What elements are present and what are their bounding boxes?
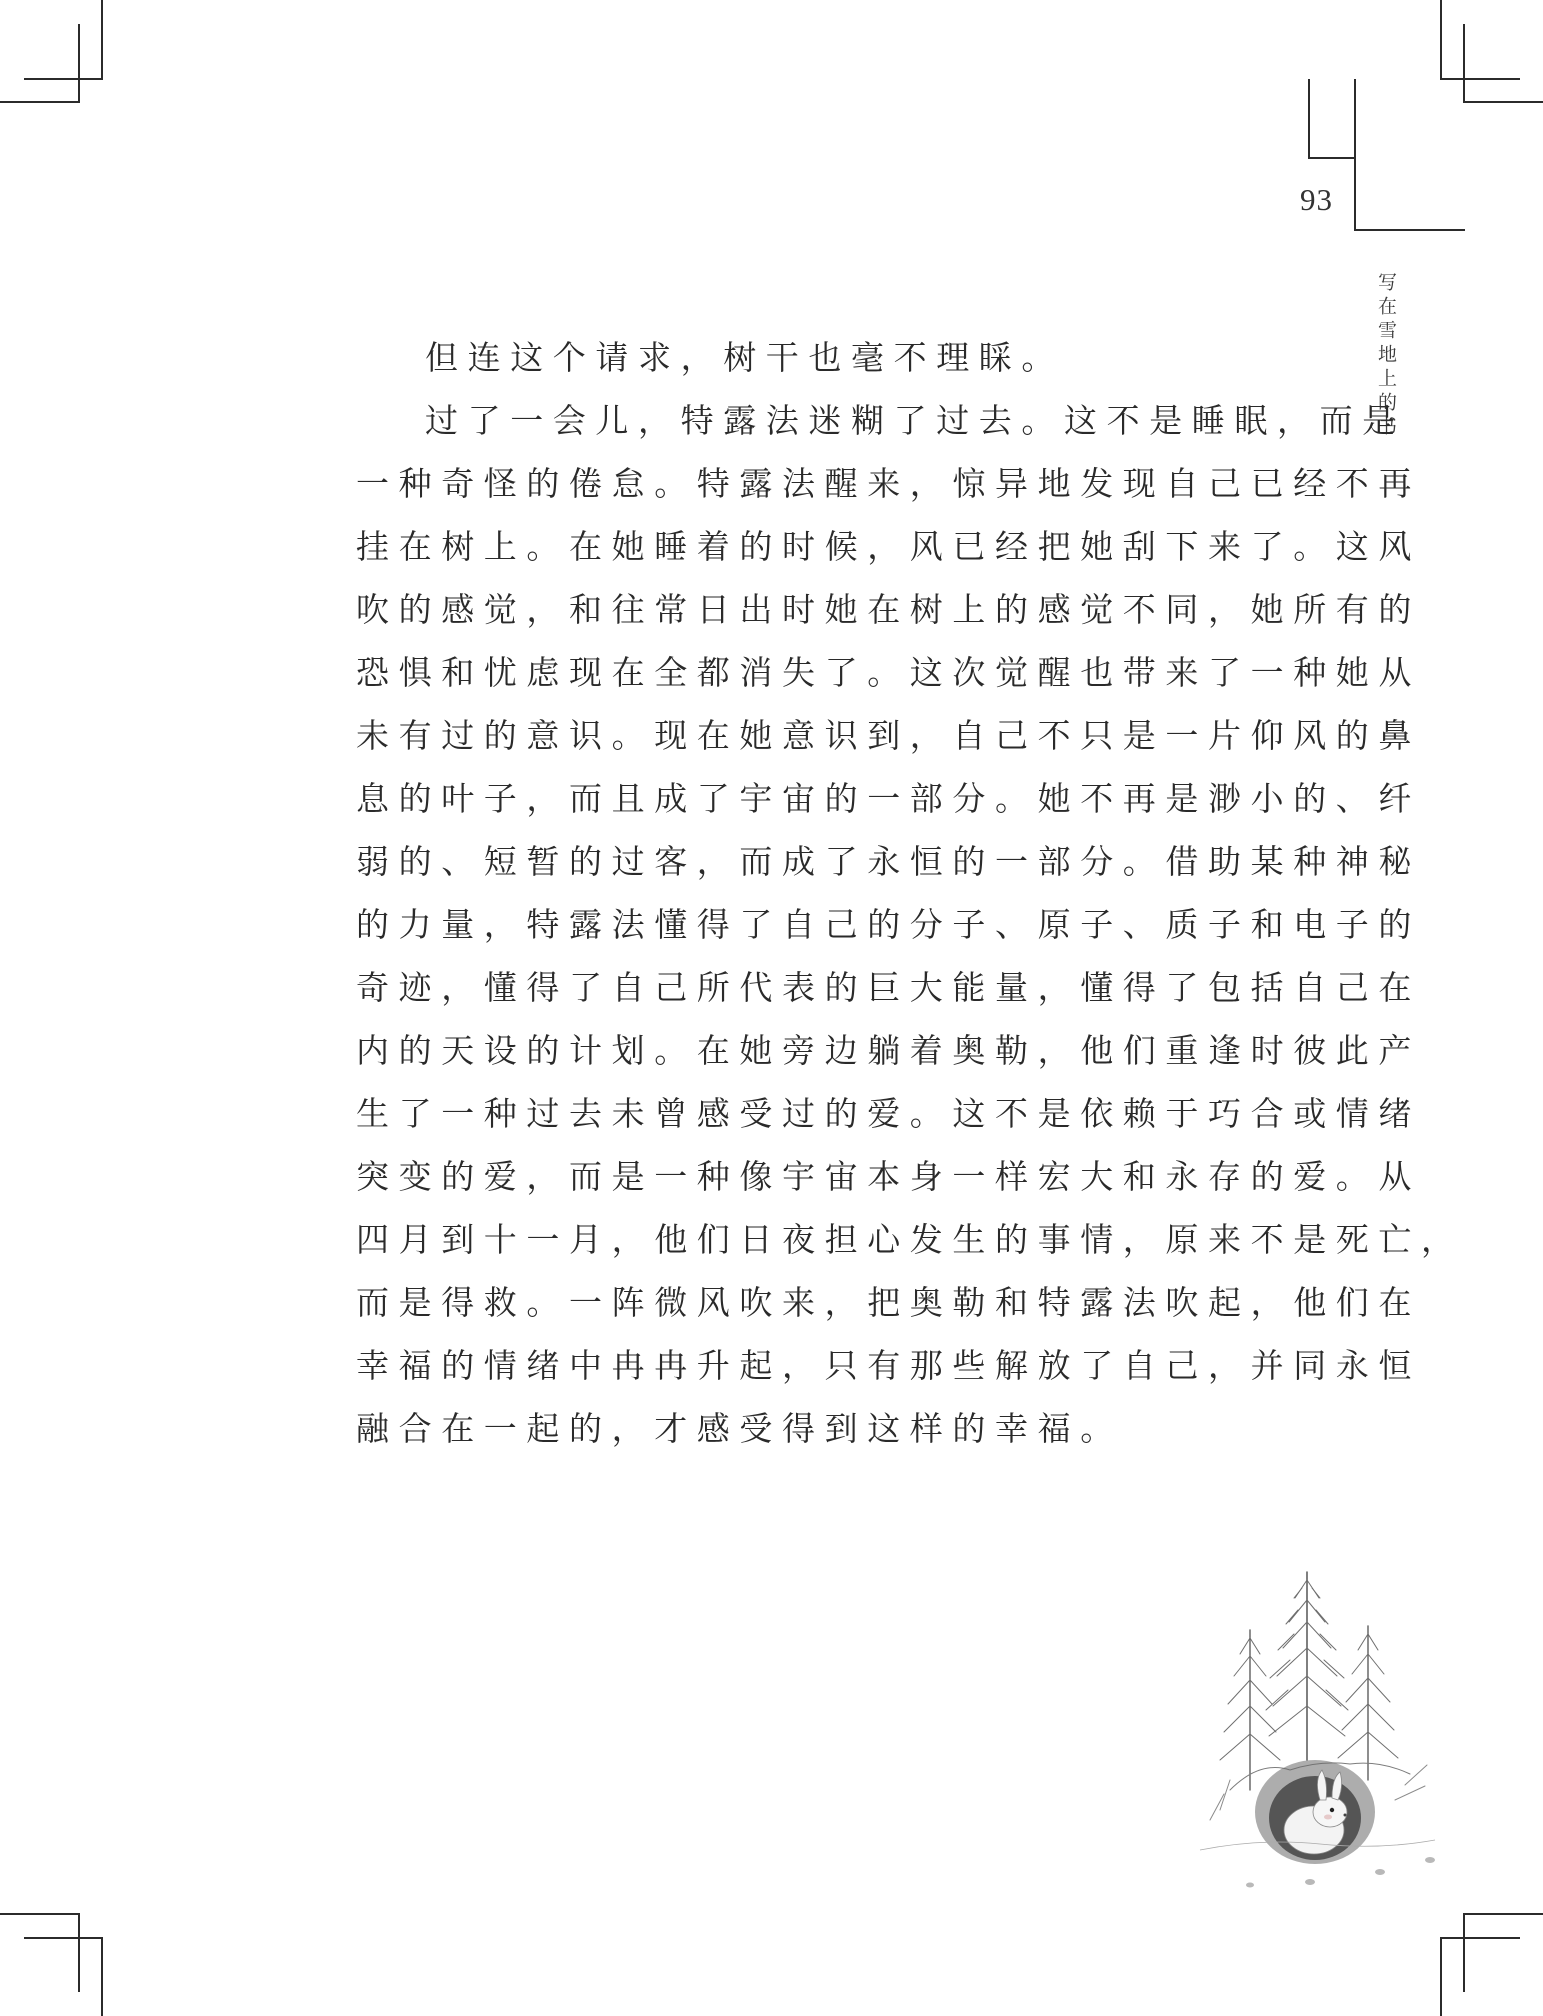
text-line: 生了一种过去未曾感受过的爱。这不是依赖于巧合或情绪 bbox=[356, 1094, 1421, 1133]
text-line: 息的叶子，而且成了宇宙的一部分。她不再是渺小的、纤 bbox=[356, 779, 1421, 818]
crop-mark bbox=[0, 101, 80, 103]
crop-mark bbox=[101, 1937, 103, 2016]
text-line: 挂在树上。在她睡着的时候，风已经把她刮下来了。这风 bbox=[356, 527, 1421, 566]
crop-mark bbox=[78, 24, 80, 103]
crop-mark bbox=[1463, 1913, 1543, 1915]
text-line: 突变的爱，而是一种像宇宙本身一样宏大和永存的爱。从 bbox=[356, 1157, 1421, 1196]
text-line: 但连这个请求，树干也毫不理睬。 bbox=[425, 338, 1064, 377]
crop-mark bbox=[1463, 24, 1465, 103]
text-line: 幸福的情绪中冉冉升起，只有那些解放了自己，并同永恒 bbox=[356, 1346, 1421, 1385]
text-line: 吹的感觉，和往常日出时她在树上的感觉不同，她所有的 bbox=[356, 590, 1421, 629]
folio-rule bbox=[1354, 229, 1465, 231]
text-line: 融合在一起的，才感受得到这样的幸福。 bbox=[356, 1409, 1123, 1448]
text-line: 未有过的意识。现在她意识到，自己不只是一片仰风的鼻 bbox=[356, 716, 1421, 755]
text-line: 一种奇怪的倦怠。特露法醒来，惊异地发现自己已经不再 bbox=[356, 464, 1421, 503]
text-line: 四月到十一月，他们日夜担心发生的事情，原来不是死亡， bbox=[356, 1220, 1464, 1259]
crop-mark bbox=[24, 78, 103, 80]
crop-mark bbox=[0, 1913, 80, 1915]
folio-rule bbox=[1308, 79, 1310, 158]
crop-mark bbox=[1463, 101, 1543, 103]
crop-mark bbox=[1463, 1913, 1465, 1992]
page-number: 93 bbox=[1300, 182, 1333, 217]
rabbit-illustration bbox=[1190, 1560, 1440, 1890]
text-line: 内的天设的计划。在她旁边躺着奥勒，他们重逢时彼此产 bbox=[356, 1031, 1421, 1070]
crop-mark bbox=[1440, 1937, 1442, 2016]
running-title: 写在雪地上的书 bbox=[1375, 272, 1397, 440]
text-line: 过了一会儿，特露法迷糊了过去。这不是睡眠，而是 bbox=[425, 401, 1405, 440]
text-line: 而是得救。一阵微风吹来，把奥勒和特露法吹起，他们在 bbox=[356, 1283, 1421, 1322]
crop-mark bbox=[101, 0, 103, 79]
text-line: 奇迹，懂得了自己所代表的巨大能量，懂得了包括自己在 bbox=[356, 968, 1421, 1007]
text-line: 的力量，特露法懂得了自己的分子、原子、质子和电子的 bbox=[356, 905, 1421, 944]
crop-mark bbox=[24, 1937, 103, 1939]
folio-rule bbox=[1308, 157, 1355, 159]
crop-mark bbox=[78, 1913, 80, 1992]
text-line: 弱的、短暂的过客，而成了永恒的一部分。借助某种神秘 bbox=[356, 842, 1421, 881]
crop-mark bbox=[1440, 0, 1442, 79]
folio-rule bbox=[1354, 79, 1356, 231]
crop-mark bbox=[1440, 78, 1520, 80]
crop-mark bbox=[1440, 1937, 1520, 1939]
text-line: 恐惧和忧虑现在全都消失了。这次觉醒也带来了一种她从 bbox=[356, 653, 1421, 692]
